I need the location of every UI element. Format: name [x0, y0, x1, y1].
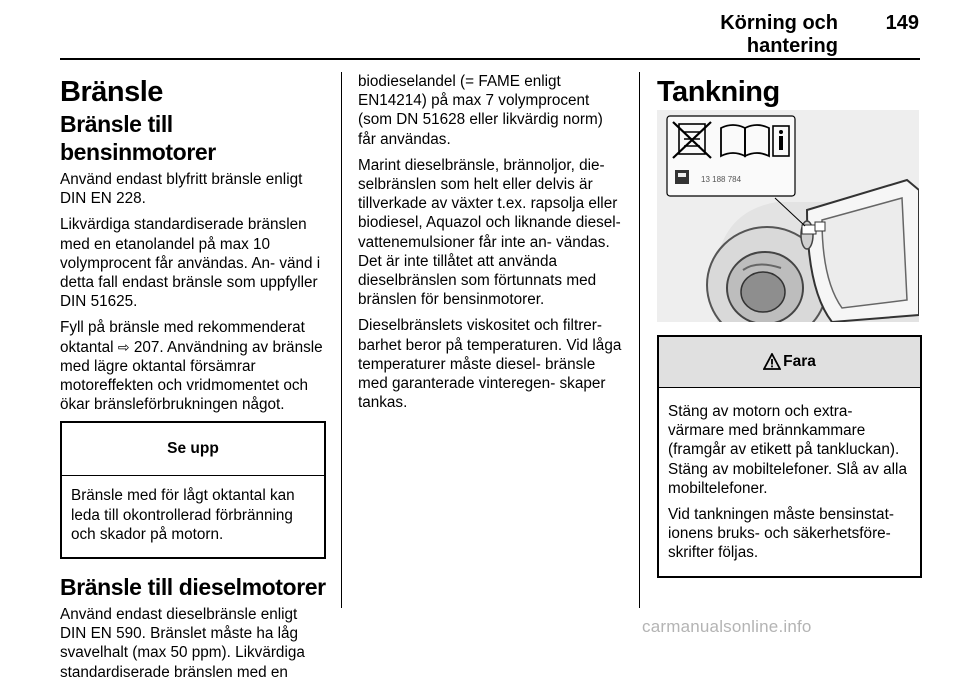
column-3	[657, 70, 919, 110]
paragraph-text: . Användning av bränsle med lägre oktantal försämrar motoreffekten och vridmomentet och ökar bränsleförbrukningen något.	[60, 338, 323, 414]
column-divider	[341, 72, 342, 608]
section-title-tankning: Tankning	[657, 76, 780, 108]
caution-box	[60, 421, 326, 559]
caution-title: Se upp	[62, 423, 324, 476]
warning-text: Stäng av motorn och extra‐ värmare med brännkammare (framgår av etikett på tankluckan). Stäng av mobiltelefoner. Slå av alla mobiltelefoner.	[668, 403, 907, 497]
warning-box	[657, 335, 922, 578]
warning-text: Vid tankningen måste bensinstat‐ ionens bruks- och säkerhetsföre‐ skrifter följas.	[668, 506, 894, 562]
caution-body	[62, 476, 324, 557]
fuel-flap-illustration-icon	[657, 110, 919, 322]
page-number: 149	[885, 12, 919, 34]
subsection-title-bensin: Bränsle till bensinmotorer	[60, 111, 216, 165]
page-ref-arrow-icon[interactable]: ⇨	[117, 338, 130, 355]
header-rule	[60, 58, 920, 60]
subsection-title-diesel: Bränsle till dieselmotorer	[60, 574, 326, 601]
column-divider	[639, 72, 640, 608]
header-title: Körning och hantering	[720, 12, 838, 57]
page-ref-link[interactable]: 207	[133, 338, 160, 356]
column-1	[60, 70, 326, 689]
photo-label-code: 13 188 784	[701, 175, 742, 184]
paragraph-octane	[60, 318, 326, 414]
warning-body	[659, 388, 920, 576]
warning-header	[659, 337, 920, 388]
paragraph: Marint dieselbränsle, brännoljor, die‐ selbränslen som helt eller delvis är tillverkade av växter t.ex. rapsolja eller biodiesel, Aquazol och liknande diesel-vattenemulsioner får inte an‐ vändas. Det är inte tillåtet att använda dieselbränslen som förtunnats med bränslen för bensinmotorer.	[358, 156, 621, 309]
watermark: carmanualsonline.info	[642, 617, 812, 636]
caution-text: Bränsle med för lågt oktantal kan leda till okontrollerad förbränning och skador på motorn.	[71, 487, 295, 543]
column-2	[358, 72, 624, 419]
warning-title: Fara	[783, 353, 816, 370]
paragraph: Använd endast dieselbränsle enligt DIN EN 590. Bränslet måste ha låg svavelhalt (max 50 ppm). Likvärdiga standardiserade bränslen med en	[60, 606, 305, 681]
paragraph: Dieselbränslets viskositet och filtrer‐ barhet beror på temperaturen. Vid låga temperaturer måste diesel‐ bränsle med garanterade vinteregen‐ skaper tankas.	[358, 317, 622, 412]
warning-triangle-icon	[763, 353, 781, 371]
paragraph: Använd endast blyfritt bränsle enligt DIN EN 228.	[60, 171, 303, 208]
paragraph-text: Fyll på bränsle med rekommenderat oktantal	[60, 319, 305, 356]
paragraph: biodieselandel (= FAME enligt EN14214) på max 7 volymprocent (som DN 51628 eller likvärdig norm) får användas.	[358, 73, 603, 148]
paragraph: Likvärdiga standardiserade bränslen med en etanolandel på max 10 volymprocent får användas. An‐ vänd i detta fall endast bränsle som uppfyller DIN 51625.	[60, 216, 321, 311]
section-title-bransle: Bränsle	[60, 76, 163, 108]
fuel-filler-flap-photo	[657, 110, 919, 322]
